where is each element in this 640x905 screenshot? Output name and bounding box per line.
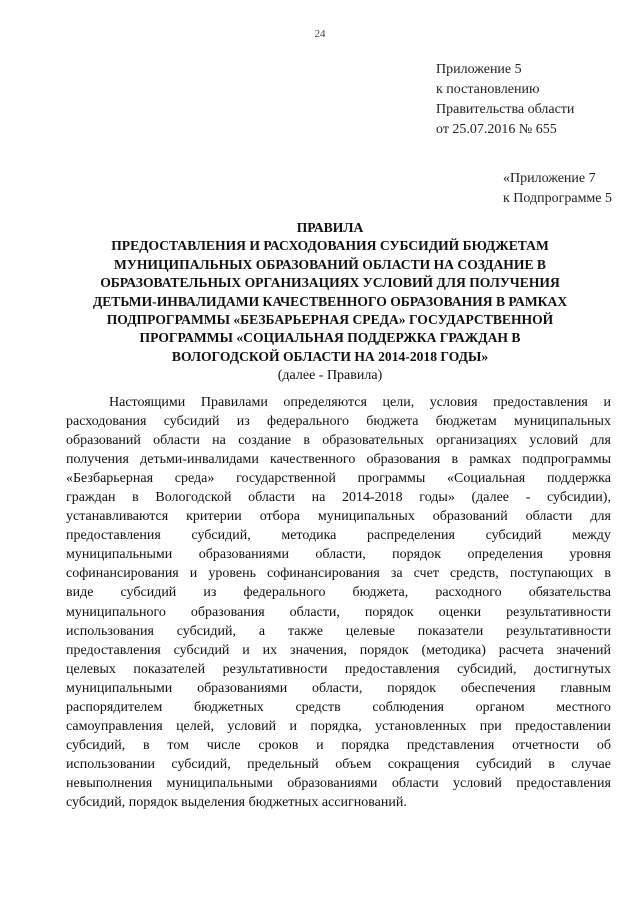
appendix-line: к постановлению [436, 82, 540, 97]
body-line: целевых показателей результативности предоставления субсидий, достигнутых [66, 661, 611, 677]
appendix-reference [436, 60, 574, 140]
title-line: МУНИЦИПАЛЬНЫХ ОБРАЗОВАНИЙ ОБЛАСТИ НА СОЗДАНИЕ В [114, 256, 546, 272]
body-line: образований области на создание в образовательных организациях условий для [66, 433, 611, 449]
body-line: граждан в Вологодской области на 2014-2018 годы» (далее - субсидии), [66, 490, 611, 506]
title-line: ПРЕДОСТАВЛЕНИЯ И РАСХОДОВАНИЯ СУБСИДИЙ БЮДЖЕТАМ [111, 238, 549, 254]
body-paragraph [66, 393, 611, 812]
page-number: 24 [314, 28, 326, 40]
appendix-line: от 25.07.2016 № 655 [436, 122, 557, 137]
body-line: использовании субсидий, предельный объем сокращения субсидий в случае [66, 756, 611, 772]
appendix-line: Правительства области [436, 102, 575, 117]
body-line: Настоящими Правилами определяются цели, условия предоставления и [109, 395, 611, 410]
title-subtitle: (далее - Правила) [277, 368, 383, 384]
body-line: субсидий, порядок выделения бюджетных ассигнований. [66, 794, 407, 810]
appendix-quote-reference [503, 169, 612, 209]
appendix-quote-line: к Подпрограмме 5 [502, 191, 612, 206]
appendix-quote-line: «Приложение 7 [502, 171, 596, 186]
appendix-line: Приложение 5 [436, 62, 522, 77]
title-line: ПОДПРОГРАММЫ «БЕЗБАРЬЕРНАЯ СРЕДА» ГОСУДАРСТВЕННОЙ [106, 312, 554, 328]
body-line: устанавливаются критерии отбора муниципальных образований области для [66, 509, 611, 525]
body-line: самоуправления целей, условий и порядка, установленных при предоставлении [66, 718, 611, 734]
body-line: невыполнения муниципальными образованиями области условий предоставления [66, 775, 611, 791]
body-line: муниципальными образованиями области, порядок определения уровня [66, 547, 611, 563]
body-line: предоставления субсидий и их значения, порядок (методика) расчета значений [66, 642, 611, 658]
title-line: ОБРАЗОВАТЕЛЬНЫХ ОРГАНИЗАЦИЯХ УСЛОВИЙ ДЛЯ ПОЛУЧЕНИЯ [100, 275, 560, 291]
body-line: использования субсидий, а также целевые показатели результативности [66, 623, 611, 639]
title-line: ДЕТЬМИ-ИНВАЛИДАМИ КАЧЕСТВЕННОГО ОБРАЗОВАНИЯ В РАМКАХ [92, 293, 568, 309]
document-title [50, 219, 610, 385]
body-line: расходования субсидий из федерального бюджета бюджетам муниципальных [66, 414, 611, 430]
body-line: софинансирования и уровень софинансирования за счет средств, поступающих в [66, 566, 611, 582]
body-line: предоставления субсидий, методика распределения субсидий между [66, 528, 611, 544]
title-line: ВОЛОГОДСКОЙ ОБЛАСТИ НА 2014-2018 ГОДЫ» [171, 348, 489, 364]
body-line: распорядителем бюджетных средств соблюдения органом местного [66, 699, 611, 715]
body-line: виде субсидий из федерального бюджета, расходного обязательства [66, 585, 611, 601]
title-line: ПРОГРАММЫ «СОЦИАЛЬНАЯ ПОДДЕРЖКА ГРАЖДАН В [139, 330, 521, 346]
title-line: ПРАВИЛА [296, 220, 364, 235]
body-line: муниципального образования области, порядок оценки результативности [66, 604, 611, 620]
body-line: субсидий, в том числе сроков и порядка представления отчетности об [66, 737, 611, 753]
body-line: муниципальными образованиями области, порядок обеспечения главным [66, 680, 611, 696]
body-line: «Безбарьерная среда» государственной программы «Социальная поддержка [66, 471, 611, 487]
body-line: получения детьми-инвалидами качественного образования в рамках подпрограммы [66, 452, 611, 468]
